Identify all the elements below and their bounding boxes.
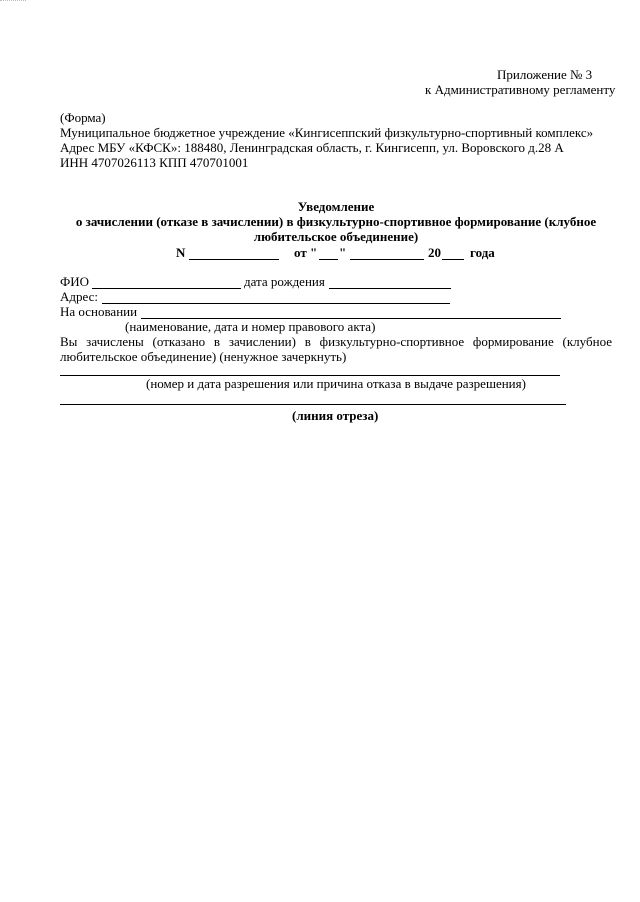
permit-hint: (номер и дата разрешения или причина отказа в выдаче разрешения) (146, 376, 526, 391)
notice-subtitle-line2: любительское объединение) (253, 229, 419, 244)
date-quote-close: " (339, 245, 347, 260)
cut-rule (60, 404, 566, 405)
date-from-label: от " (294, 245, 318, 260)
scan-corner-mark (0, 0, 26, 13)
birth-date-blank (329, 288, 451, 289)
appendix-number: Приложение № 3 (497, 67, 593, 82)
year-suffix: года (470, 245, 495, 260)
inn-kpp: ИНН 4707026113 КПП 470701001 (60, 155, 249, 170)
organization-name: Муниципальное бюджетное учреждение «Кингисеппский физкультурно-спортивный комплекс» (60, 125, 594, 140)
organization-address: Адрес МБУ «КФСК»: 188480, Ленинградская область, г. Кингисепп, ул. Воровского д.28 А (60, 140, 564, 155)
form-label: (Форма) (60, 110, 106, 125)
basis-hint: (наименование, дата и номер правового акта) (125, 319, 376, 334)
appendix-regulation: к Административному регламенту (425, 82, 616, 97)
fio-label: ФИО (60, 274, 90, 289)
address-label: Адрес: (60, 289, 98, 304)
day-blank (319, 259, 338, 260)
cut-line-label: (линия отреза) (292, 408, 379, 423)
enrollment-statement: Вы зачислены (отказано в зачислении) в физкультурно-спортивное формирование (клубное любительское объединение) (ненужное зачеркнуть) (60, 334, 612, 364)
month-blank (350, 259, 424, 260)
number-blank (189, 259, 279, 260)
address-blank (102, 303, 450, 304)
year-prefix: 20 (428, 245, 441, 260)
notice-title: Уведомление (297, 199, 375, 214)
basis-label: На основании (60, 304, 138, 319)
number-label: N (176, 245, 186, 260)
birth-date-label: дата рождения (244, 274, 325, 289)
notice-subtitle-line1: о зачислении (отказе в зачислении) в физкультурно-спортивное формирование (клубное (75, 214, 597, 229)
fio-blank (92, 288, 241, 289)
year-blank (442, 259, 464, 260)
